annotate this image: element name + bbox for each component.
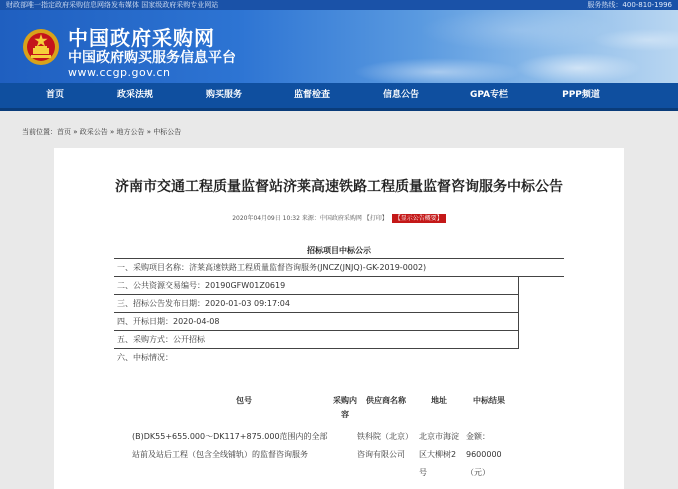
award-table [114,390,564,489]
notice-row: 三、招标公告发布日期：2020-01-03 09:17:04 [114,295,519,313]
breadcrumb[interactable]: 当前位置：首页 » 政采公告 » 地方公告 » 中标公告 [22,128,182,136]
show-summary-button[interactable]: 【显示公告概要】 [392,214,446,223]
column-header: 采购内容 [333,396,357,419]
nav-item-announcements[interactable]: 信息公告 [382,90,419,100]
header-background [258,10,678,83]
notice-row: 四、开标日期：2020-04-08 [114,313,519,331]
national-emblem-icon [22,26,60,68]
column-header: 中标结果 [473,396,505,405]
column-header: 供应商名称 [366,396,406,405]
main-nav [0,83,678,111]
column-header: 地址 [431,396,447,405]
nav-item-supervision[interactable]: 监督检查 [293,90,330,100]
article-meta [54,214,624,224]
site-header [0,10,678,83]
notice-row: 二、公共资源交易编号：20190GFW01Z0619 [114,277,519,295]
site-name: 中国政府采购网 [68,26,215,50]
address-cell: 北京市海淀区大柳树2号 [419,432,459,477]
top-strip-slogan: 财政部唯一指定政府采购信息网络发布媒体 国家级政府采购专业网站 [6,1,219,9]
package-cell: (B)DK55+655.000～DK117+875.000范围内的全部站前及站后工程（包含全线铺轨）的监督咨询服务 [132,432,328,459]
supplier-cell: 铁科院（北京）咨询有限公司 [357,432,413,459]
result-cell: 金额：9600000（元） [466,432,502,477]
top-strip [0,0,678,10]
notice-table [114,242,564,367]
notice-row: 六、中标情况： [117,353,173,362]
site-subname: 中国政府购买服务信息平台 [68,50,236,66]
nav-item-purchase-service[interactable]: 购买服务 [205,90,242,100]
article-meta-text: 2020年04月09日 10:32 来源：中国政府采购网 【打印】 [232,215,388,222]
column-header: 包号 [236,396,252,405]
page-title: 济南市交通工程质量监督站济莱高速铁路工程质量监督咨询服务中标公告 [115,179,563,195]
site-url: www.ccgp.gov.cn [68,66,171,79]
notice-row: 一、采购项目名称：济莱高速铁路工程质量监督咨询服务(JNCZ(JNJQ)-GK-2019-0002) [114,259,564,277]
article-panel [54,148,624,489]
notice-heading: 招标项目中标公示 [114,242,564,259]
nav-item-ppp[interactable]: PPP频道 [562,90,600,100]
service-hotline: 服务热线：400-810-1996 [587,1,672,9]
nav-item-home[interactable]: 首页 [45,90,64,100]
nav-item-gpa[interactable]: GPA专栏 [469,90,509,100]
nav-item-regulations[interactable]: 政采法规 [116,90,153,100]
notice-row: 五、采购方式：公开招标 [114,331,519,349]
